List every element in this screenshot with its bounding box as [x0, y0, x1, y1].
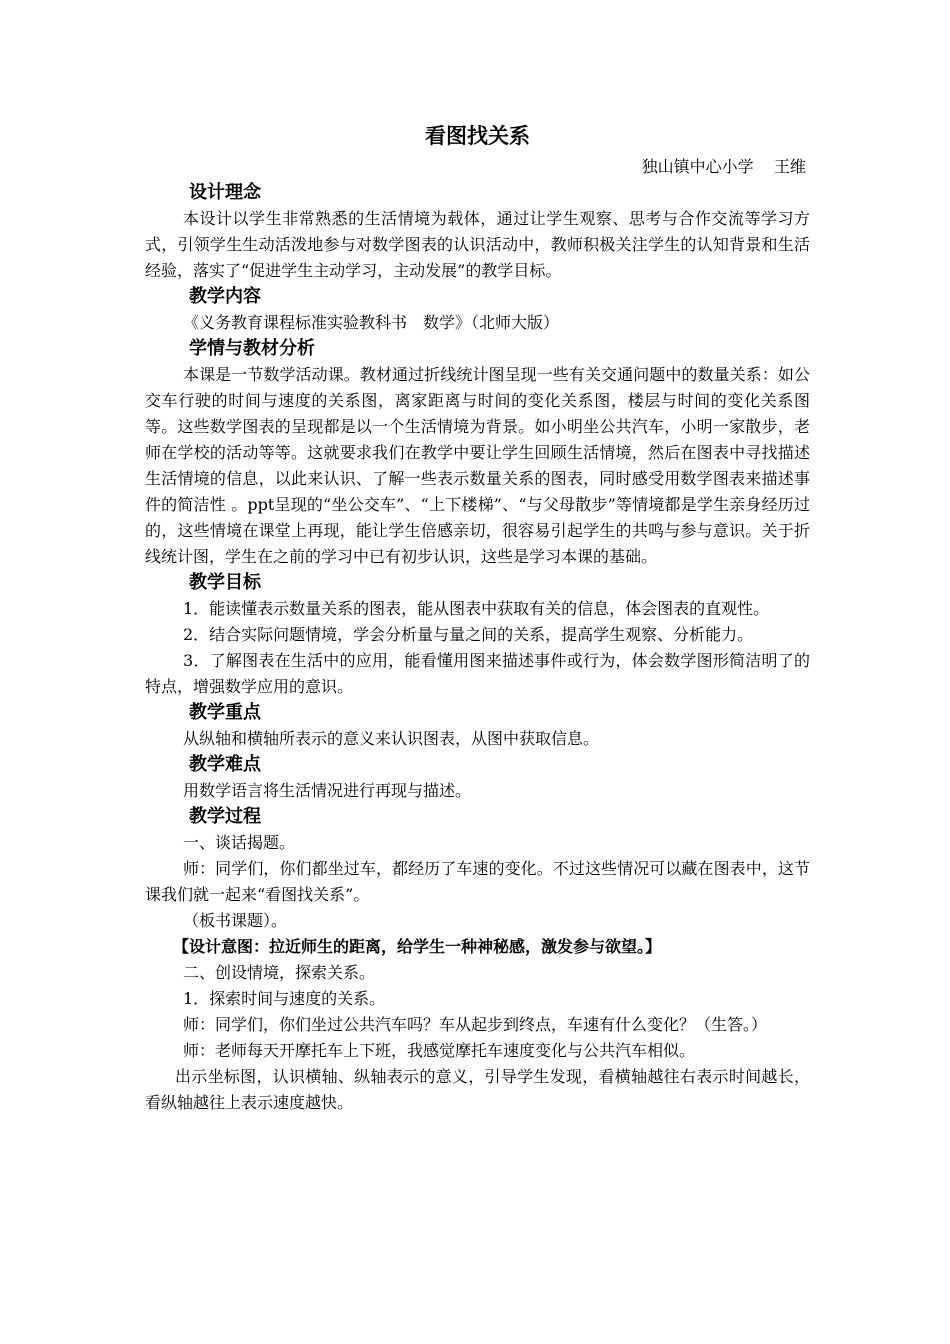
process-sub-1: 1．探索时间与速度的关系。 [183, 989, 386, 1008]
process-teacher-3: 师：老师每天开摩托车上下班，我感觉摩托车速度变化与公共汽车相似。 [183, 1041, 696, 1060]
document-page [145, 118, 810, 1116]
heading-difficult-points: 教学难点 [189, 754, 261, 775]
paragraph-difficult-points: 用数学语言将生活情况进行再现与描述。 [183, 781, 472, 800]
process-teacher-1: 师：同学们，你们都坐过车，都经历了车速的变化。不过这些情况可以藏在图表中，这节课我们就一起来“看图找关系”。 [145, 859, 810, 904]
heading-teaching-content: 教学内容 [189, 286, 261, 307]
goal-item-2: 2．结合实际问题情境，学会分析量与量之间的关系，提高学生观察、分析能力。 [183, 625, 754, 644]
process-teacher-2: 师：同学们，你们坐过公共汽车吗？车从起步到终点，车速有什么变化？（生答。） [183, 1015, 768, 1034]
paragraph-analysis: 本课是一节数学活动课。教材通过折线统计图呈现一些有关交通问题中的数量关系：如公交车行驶的时间与速度的关系图，离家距离与时间的变化关系图，楼层与时间的变化关系图等。这些数学图表的呈现都是以一个生活情境为背景。如小明坐公共汽车，小明一家散步，老师在学校的活动等等。这就要求我们在教学中要让学生回顾生活情境，然后在图表中寻找描述生活情境的信息，以此来认识、了解一些表示数量关系的图表，同时感受用数学图表来描述事件的简洁性 。ppt呈现的“坐公交车”、“上下楼梯”、“与父母散步”等情境都是学生亲身经历过的，这些情境在课堂上再现，能让学生倍感亲切，很容易引起学生的共鸣与参与意识。关于折线统计图，学生在之前的学习中已有初步认识，这些是学习本课的基础。 [145, 365, 810, 566]
paragraph-teaching-content: 《义务教育课程标准实验教科书 数学》（北师大版） [183, 313, 560, 332]
goal-item-3: 3．了解图表在生活中的应用，能看懂用图来描述事件或行为，体会数学图形简洁明了的特点，增强数学应用的意识。 [145, 651, 810, 696]
heading-design-concept: 设计理念 [189, 182, 261, 203]
goal-item-1: 1．能读懂表示数量关系的图表，能从图表中获取有关的信息，体会图表的直观性。 [183, 599, 770, 618]
heading-teaching-process: 教学过程 [189, 806, 261, 827]
heading-teaching-goals: 教学目标 [189, 572, 261, 593]
heading-key-points: 教学重点 [189, 702, 261, 723]
process-design-intent: 【设计意图：拉近师生的距离，给学生一种神秘感，激发参与欲望。】 [173, 937, 662, 956]
process-step-2: 二、创设情境，探索关系。 [183, 963, 376, 982]
document-title: 看图找关系 [425, 124, 530, 148]
process-board-note: （板书课题）。 [183, 911, 288, 930]
paragraph-design-concept: 本设计以学生非常熟悉的生活情境为载体，通过让学生观察、思考与合作交流等学习方式，引领学生生动活泼地参与对数学图表的认识活动中，教师积极关注学生的认知背景和生活经验，落实了“促进学生主动学习，主动发展”的教学目标。 [145, 209, 810, 280]
process-step-1: 一、谈话揭题。 [183, 833, 296, 852]
document-author: 独山镇中心小学 王维 [641, 157, 806, 176]
process-show-chart: 出示坐标图，认识横轴、纵轴表示的意义，引导学生发现，看横轴越往右表示时间越长，看纵轴越往上表示速度越快。 [145, 1067, 810, 1112]
heading-analysis: 学情与教材分析 [189, 338, 315, 359]
paragraph-key-points: 从纵轴和横轴所表示的意义来认识图表，从图中获取信息。 [183, 729, 600, 748]
